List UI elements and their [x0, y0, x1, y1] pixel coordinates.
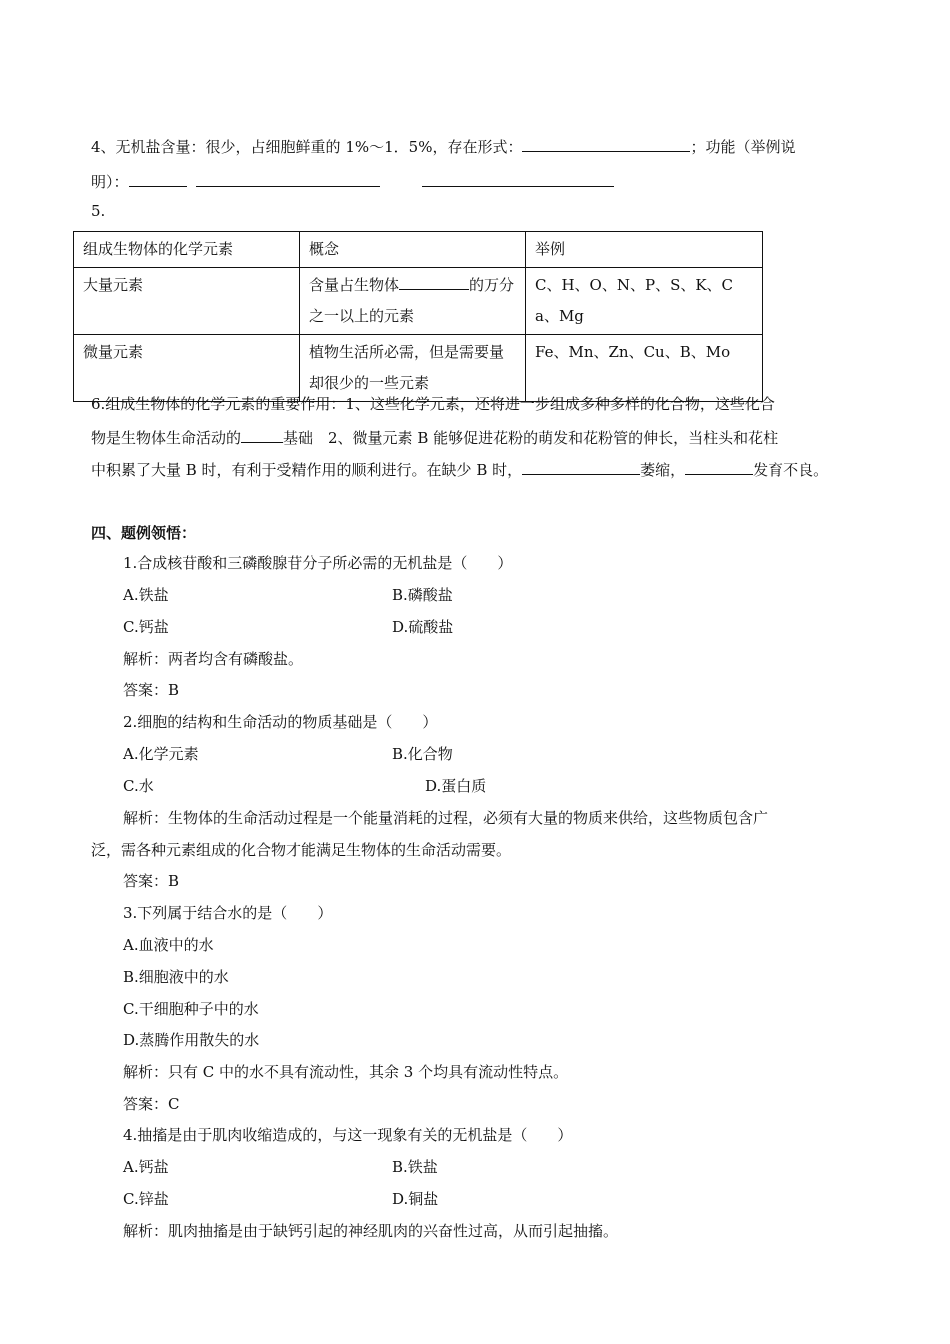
option-d: D.蒸腾作用散失的水 — [123, 1031, 260, 1049]
option-d: D.铜盐 — [392, 1190, 439, 1208]
analysis: 解析：只有 C 中的水不具有流动性，其余 3 个均具有流动性特点。 — [123, 1063, 569, 1081]
concept-blank[interactable] — [399, 273, 469, 290]
analysis: 解析：生物体的生命活动过程是一个能量消耗的过程，必须有大量的物质来供给，这些物质包含广 — [123, 809, 769, 827]
concept-text-2: 的万分之一以上的元素 — [309, 276, 515, 325]
question-stem: 2.细胞的结构和生命活动的物质基础是（ ） — [123, 713, 438, 731]
element-table — [73, 231, 763, 402]
option-a: A.铁盐 — [123, 586, 169, 604]
option-c: C.干细胞种子中的水 — [123, 1000, 259, 1018]
answer: 答案：B — [123, 872, 180, 890]
table-cell: 植物生活所必需，但是需要量却很少的一些元素 — [300, 335, 526, 402]
option-d: D.硫酸盐 — [392, 618, 454, 636]
table-row — [74, 335, 763, 402]
item6-line3 — [91, 458, 828, 481]
concept-text: 含量占生物体 — [309, 276, 400, 294]
answer: 答案：C — [123, 1095, 180, 1113]
analysis: 解析：肌肉抽搐是由于缺钙引起的神经肌肉的兴奋性过高，从而引起抽搐。 — [123, 1222, 619, 1240]
function-blank-2[interactable] — [196, 170, 380, 187]
section-heading: 四、题例领悟： — [91, 524, 197, 542]
item6-line1: 6.组成生物体的化学元素的重要作用：1、这些化学元素，还将进一步组成多种多样的化合物，这些化合 — [91, 395, 775, 413]
item5-label: 5. — [91, 202, 106, 220]
option-a: A.钙盐 — [123, 1158, 169, 1176]
item4-text-2: ；功能（举例说 — [690, 138, 796, 156]
option-b: B.磷酸盐 — [392, 586, 453, 604]
table-cell — [300, 268, 526, 335]
item4-line1 — [91, 135, 795, 158]
answer: 答案：B — [123, 681, 180, 699]
table-header-row — [74, 232, 763, 268]
table-cell: Fe、Mn、Zn、Cu、B、Mo — [526, 335, 763, 402]
existence-form-blank[interactable] — [522, 135, 690, 152]
item4-text: 4、无机盐含量：很少，占细胞鲜重的 1%～1．5%，存在形式： — [91, 138, 523, 156]
underdeveloped-blank[interactable] — [685, 458, 753, 475]
item6-text: 物是生物体生命活动的 — [91, 429, 242, 447]
item6-line2 — [91, 426, 778, 449]
question-stem: 1.合成核苷酸和三磷酸腺苷分子所必需的无机盐是（ ） — [123, 554, 513, 572]
question-stem: 3.下列属于结合水的是（ ） — [123, 904, 333, 922]
option-b: B.细胞液中的水 — [123, 968, 229, 986]
table-header: 举例 — [526, 232, 763, 268]
option-d: D.蛋白质 — [425, 777, 487, 795]
item6-text-4: 萎缩， — [640, 461, 686, 479]
basis-blank[interactable] — [241, 426, 283, 443]
item6-text-3: 中积累了大量 B 时，有利于受精作用的顺利进行。在缺少 B 时， — [91, 461, 523, 479]
table-header: 概念 — [300, 232, 526, 268]
question-stem: 4.抽搐是由于肌肉收缩造成的，与这一现象有关的无机盐是（ ） — [123, 1126, 573, 1144]
item4-prefix: 明）： — [91, 173, 129, 191]
table-cell: 大量元素 — [74, 268, 300, 335]
option-c: C.锌盐 — [123, 1190, 169, 1208]
function-blank-3[interactable] — [422, 170, 614, 187]
item4-line2 — [91, 170, 614, 193]
item6-text-2: 基础 2、微量元素 B 能够促进花粉的萌发和花粉管的伸长，当柱头和花柱 — [283, 429, 779, 447]
option-b: B.化合物 — [392, 745, 453, 763]
table-cell: 微量元素 — [74, 335, 300, 402]
analysis: 解析：两者均含有磷酸盐。 — [123, 650, 304, 668]
analysis-cont: 泛，需各种元素组成的化合物才能满足生物体的生命活动需要。 — [91, 841, 512, 859]
table-header: 组成生物体的化学元素 — [74, 232, 300, 268]
atrophy-blank[interactable] — [522, 458, 640, 475]
option-a: A.血液中的水 — [123, 936, 214, 954]
option-a: A.化学元素 — [123, 745, 199, 763]
table-cell: C、H、O、N、P、S、K、Ca、Mg — [526, 268, 763, 335]
option-b: B.铁盐 — [392, 1158, 438, 1176]
option-c: C.水 — [123, 777, 154, 795]
option-c: C.钙盐 — [123, 618, 169, 636]
item6-text-5: 发育不良。 — [753, 461, 829, 479]
function-blank-1[interactable] — [129, 170, 187, 187]
table-row — [74, 268, 763, 335]
